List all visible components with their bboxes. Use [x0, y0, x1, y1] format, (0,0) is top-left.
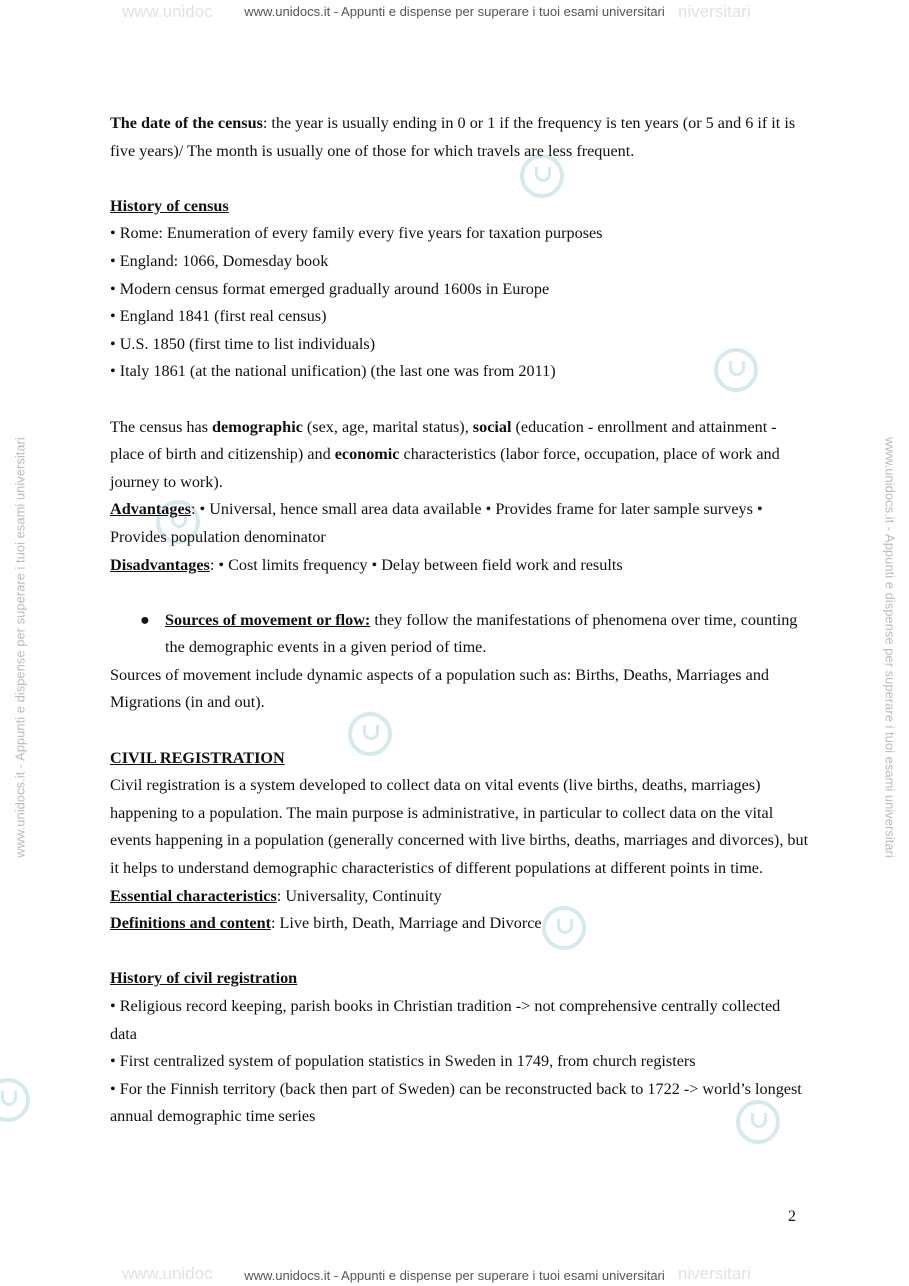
watermark-ghost-right: niversitari [678, 2, 751, 21]
history-of-civil-registration-heading: History of civil registration [110, 969, 298, 988]
sources-of-movement-text: they follow the manifestations of phenomena over time, counting the demographic events in a given period of time. [165, 610, 798, 657]
text-run: The census has [110, 417, 213, 436]
civil-registration-paragraph: Civil registration is a system developed to collect data on vital events (live births, deaths, marriages) happening to a population. The main purpose is administrative, in particular to collect data on the vital events happening in a population (generally concerned with live births, deaths, marriages and divorces), but it helps to understand demographic characteristics of different populations at different points in time. [110, 776, 809, 878]
advantages-text: : • Universal, hence small area data available • Provides frame for later sample surveys • Provides population denominator [110, 500, 763, 546]
demographic-term: demographic [212, 417, 303, 436]
unidocs-logo-icon [0, 1078, 30, 1122]
list-item: • U.S. 1850 (first time to list individuals) [110, 334, 376, 353]
watermark-side-left: www.unidocs.it - Appunti e dispense per superare i tuoi esami universitari [12, 437, 28, 858]
census-characteristics-paragraph [110, 414, 810, 497]
list-item: • Rome: Enumeration of every family every five years for taxation purposes [110, 224, 603, 243]
census-date-label: The date of the census [110, 114, 263, 132]
disadvantages-text: : • Cost limits frequency • Delay between field work and results [209, 555, 623, 574]
list-item: • For the Finnish territory (back then part of Sweden) can be reconstructed back to 1722 -> world’s longest annual demographic time series [110, 1079, 802, 1126]
watermark-ghost-left: www.unidoc [122, 1264, 213, 1283]
text-run: (education - enrollment and attainment - place of birth and citizenship) and [110, 417, 777, 464]
list-item: • Italy 1861 (at the national unification) (the last one was from 2011) [110, 362, 556, 381]
economic-term: economic [334, 445, 400, 464]
disadvantages-paragraph [110, 552, 810, 580]
census-date-text: : the year is usually ending in 0 or 1 if the frequency is ten years (or 5 and 6 if it is five years)/ The month is usually one of those for which travels are less frequent. [110, 114, 796, 160]
text-run: (sex, age, marital status), [302, 417, 473, 436]
advantages-paragraph [110, 496, 810, 551]
sources-of-movement-label: Sources of movement or flow: [165, 610, 371, 629]
civil-registration-heading: CIVIL REGISTRATION [110, 748, 285, 767]
watermark-side-right: www.unidocs.it - Appunti e dispense per superare i tuoi esami universitari [882, 437, 898, 858]
sources-of-movement-followup: Sources of movement include dynamic aspects of a population such as: Births, Deaths, Marriages and Migrations (in and out). [110, 665, 770, 712]
definitions-label: Definitions and content [110, 914, 271, 933]
watermark-header: www.unidocs.it - Appunti e dispense per superare i tuoi esami universitari [244, 4, 665, 19]
essential-characteristics-paragraph [110, 883, 810, 911]
census-date-paragraph [110, 110, 810, 165]
page-number: 2 [788, 1208, 796, 1225]
list-item: • Modern census format emerged gradually around 1600s in Europe [110, 279, 550, 298]
list-item: • England 1841 (first real census) [110, 307, 327, 326]
document-body [110, 110, 810, 1131]
essential-characteristics-text: : Universality, Continuity [276, 886, 442, 905]
essential-characteristics-label: Essential characteristics [110, 886, 277, 905]
list-item: • First centralized system of population statistics in Sweden in 1749, from church registers [110, 1052, 696, 1071]
sources-of-movement-item [110, 607, 810, 662]
bullet-icon: ● [140, 610, 150, 629]
watermark-footer: www.unidocs.it - Appunti e dispense per superare i tuoi esami universitari [244, 1268, 665, 1283]
definitions-text: : Live birth, Death, Marriage and Divorce [271, 914, 542, 933]
text-run: characteristics (labor force, occupation, place of work and journey to work). [110, 445, 780, 491]
disadvantages-label: Disadvantages [110, 555, 210, 574]
history-of-census-heading: History of census [110, 196, 229, 215]
definitions-paragraph [110, 910, 810, 938]
social-term: social [472, 417, 512, 436]
list-item: • Religious record keeping, parish books in Christian tradition -> not comprehensive centrally collected data [110, 997, 781, 1043]
list-item: • England: 1066, Domesday book [110, 251, 329, 270]
advantages-label: Advantages [110, 500, 191, 519]
watermark-ghost-right: niversitari [678, 1264, 751, 1283]
watermark-ghost-left: www.unidoc [122, 2, 213, 21]
